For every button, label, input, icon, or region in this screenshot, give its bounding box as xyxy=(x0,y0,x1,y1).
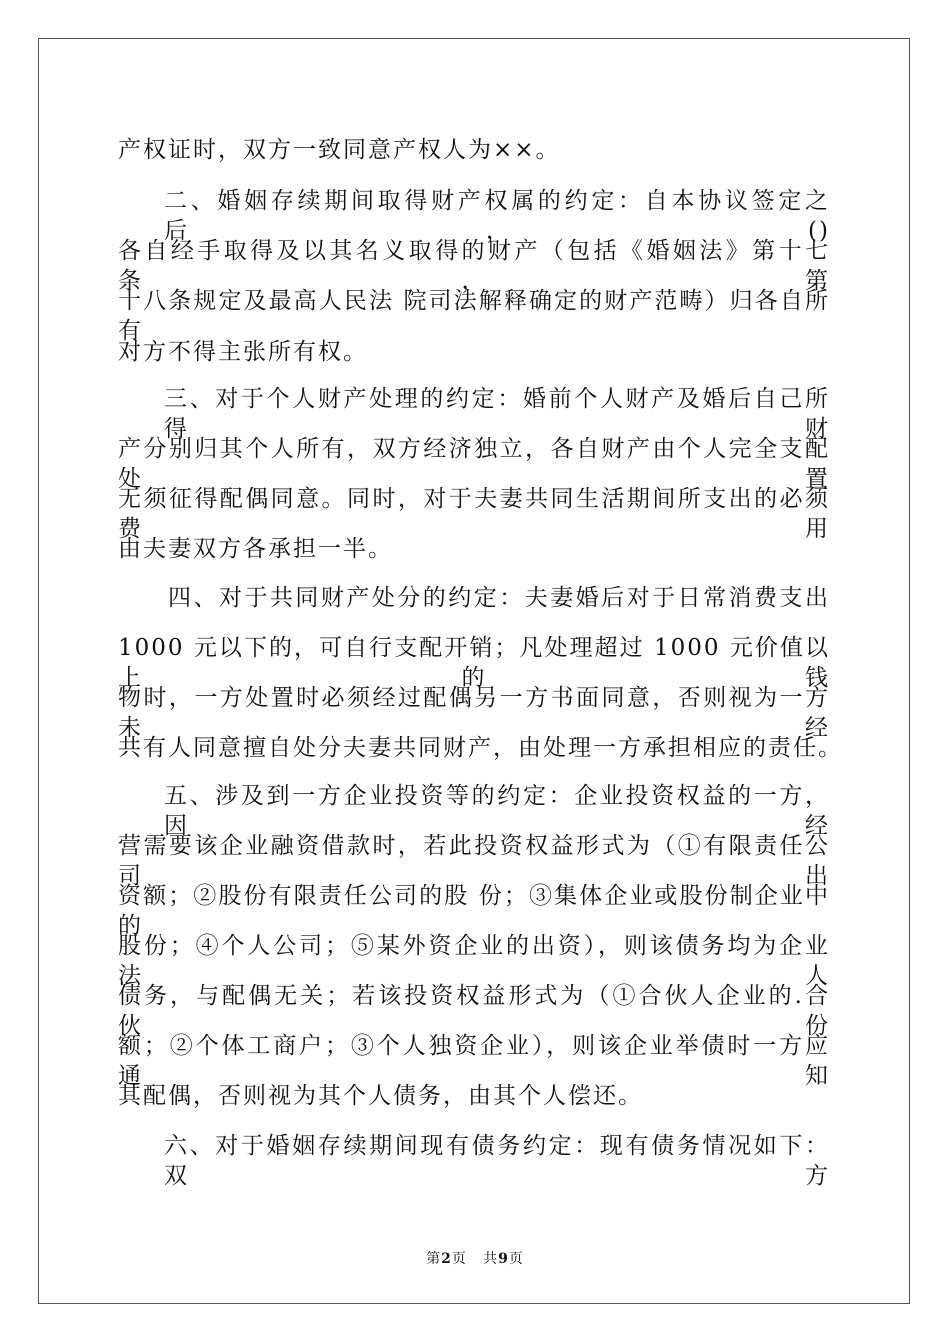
text-line: 产权证时，双方一致同意产权人为××。 xyxy=(118,137,561,163)
text-line: 各自经手取得及以其名义取得的财产（包括《婚姻法》第十七条，第 xyxy=(118,238,830,294)
text-line: 产分别归其个人所有，双方经济独立，各自财产由个人完全支配处置 xyxy=(118,436,830,492)
total-label-prefix: 共 xyxy=(483,1251,499,1267)
page-label-prefix: 第 xyxy=(426,1251,442,1267)
text-line: 物时，一方处置时必须经过配偶另一方书面同意，否则视为一方未经 xyxy=(118,685,830,741)
page-label-suffix: 页 xyxy=(451,1251,467,1267)
text-line: 十八条规定及最高人民法 院司法解释确定的财产范畴）归各自所有 xyxy=(118,288,830,344)
text-line: 其配偶，否则视为其个人债务，由其个人偿还。 xyxy=(118,1083,643,1109)
text-line: 由夫妻双方各承担一半。 xyxy=(118,536,393,562)
text-line: 无须征得配偶同意。同时，对于夫妻共同生活期间所支出的必须费用 xyxy=(118,486,830,542)
text-line: 债务，与配偶无关；若该投资权益形式为（①合伙人企业的.合 伙份 xyxy=(118,983,830,1039)
text-line: 二、婚姻存续期间取得财产权属的约定：自本协议签定之后，() xyxy=(164,188,830,244)
text-line: 1000 元以下的，可自行支配开销；凡处理超过 1000 元价值以上的钱 xyxy=(118,635,830,691)
text-line: 六、对于婚姻存续期间现有债务约定：现有债务情况如下：双方 xyxy=(164,1133,830,1189)
text-line: 三、对于个人财产处理的约定：婚前个人财产及婚后自己所得财 xyxy=(164,386,830,442)
text-line: 对方不得主张所有权。 xyxy=(118,339,368,365)
text-line: 营需要该企业融资借款时，若此投资权益形式为（①有限责任公司出 xyxy=(118,833,830,889)
text-line: 四、对于共同财产处分的约定：夫妻婚后对于日常消费支出 xyxy=(168,585,830,611)
page-footer xyxy=(0,1250,950,1268)
text-line: 股份；④个人公司；⑤某外资企业的出资），则该债务均为企业法人 xyxy=(118,933,830,989)
text-line: 共有人同意擅自处分夫妻共同财产，由处理一方承担相应的责任。 xyxy=(118,735,843,761)
text-line: 五、涉及到一方企业投资等的约定：企业投资权益的一方，因经 xyxy=(164,783,830,839)
text-line: 资额；②股份有限责任公司的股 份；③集体企业或股份制企业中的 xyxy=(118,883,830,939)
total-label-suffix: 页 xyxy=(508,1251,524,1267)
total-page-number: 9 xyxy=(498,1251,509,1267)
text-line: 额；②个体工商户；③个人独资企业），则该企业举债时一方应通知 xyxy=(118,1033,830,1089)
current-page-number: 2 xyxy=(441,1251,452,1267)
